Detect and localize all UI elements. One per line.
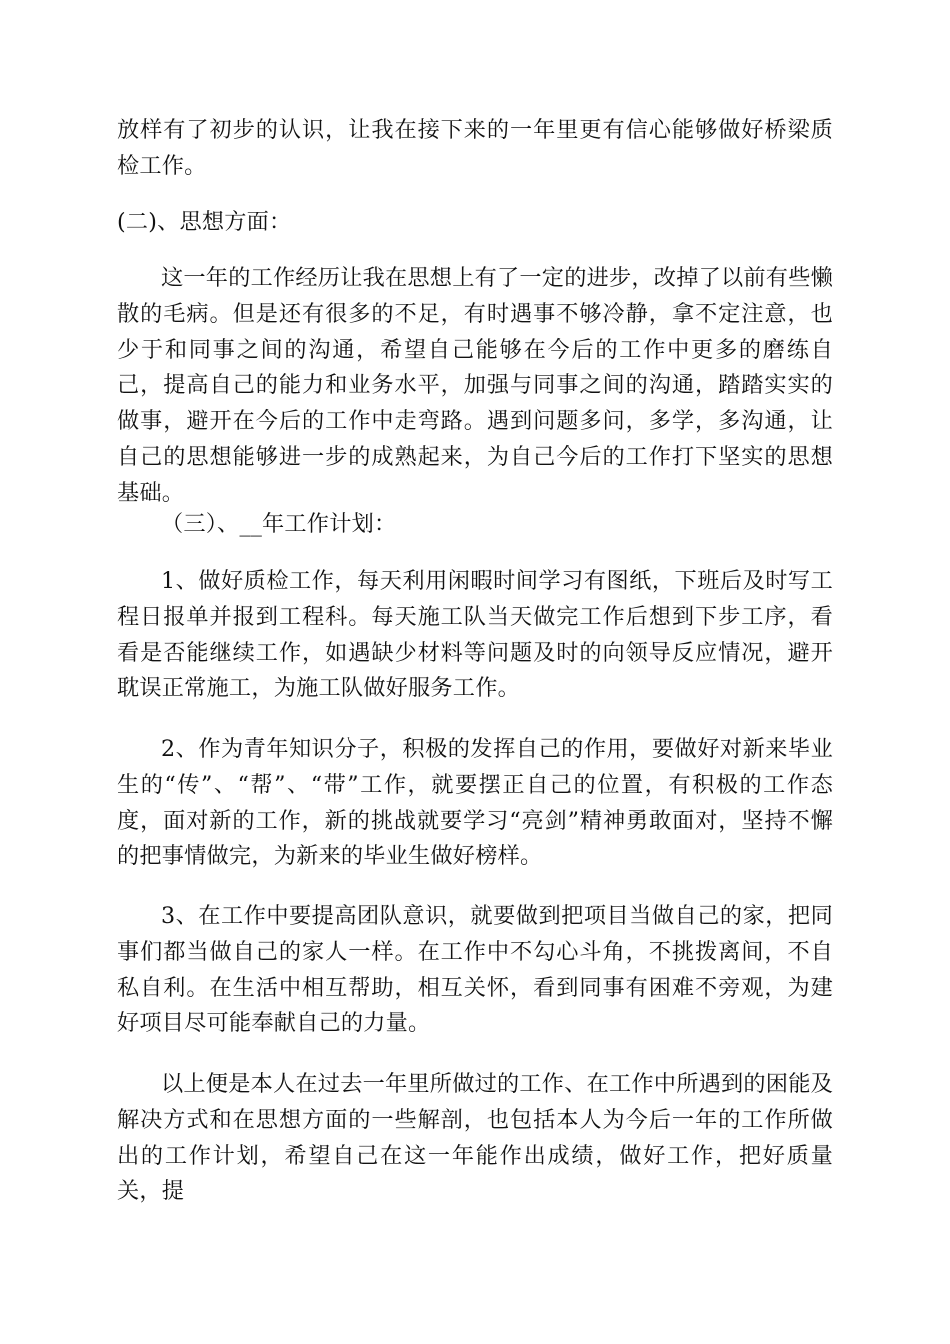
paragraph-plan-item-3: 3、在工作中要提高团队意识，就要做到把项目当做自己的家，把同事们都当做自己的家人一样。在工作中不勾心斗角，不挑拨离间，不自私自利。在生活中相互帮助，相互关怀，看到同事有困难不旁观，为建好项目尽可能奉献自己的力量。 <box>117 903 833 1037</box>
section-heading-work-plan: （三）、__年工作计划： <box>161 511 397 537</box>
paragraph-plan-item-1: 1、做好质检工作，每天利用闲暇时间学习有图纸，下班后及时写工程日报单并报到工程科。每天施工队当天做完工作后想到下步工序，看看是否能继续工作，如遇缺少材料等问题及时的向领导反应情况，避开耽误正常施工，为施工队做好服务工作。 <box>117 568 833 702</box>
section-heading-thinking: (二)、思想方面： <box>117 209 292 235</box>
paragraph-plan-item-2: 2、作为青年知识分子，积极的发挥自己的作用，要做好对新来毕业生的“传”、“帮”、“带”工作，就要摆正自己的位置，有积极的工作态度，面对新的工作，新的挑战就要学习“亮剑”精神勇敢面对，坚持不懈的把事情做完，为新来的毕业生做好榜样。 <box>117 736 833 870</box>
paragraph-summary: 以上便是本人在过去一年里所做过的工作、在工作中所遇到的困能及解决方式和在思想方面的一些解剖，也包括本人为今后一年的工作所做出的工作计划，希望自己在这一年能作出成绩，做好工作，把好质量关，提 <box>117 1071 833 1205</box>
paragraph-thinking: 这一年的工作经历让我在思想上有了一定的进步，改掉了以前有些懒散的毛病。但是还有很多的不足，有时遇事不够冷静，拿不定注意，也少于和同事之间的沟通，希望自己能够在今后的工作中更多的磨练自己，提高自己的能力和业务水平，加强与同事之间的沟通，踏踏实实的做事，避开在今后的工作中走弯路。遇到问题多问，多学，多沟通，让自己的思想能够进一步的成熟起来，为自己今后的工作打下坚实的思想基础。 <box>117 265 833 506</box>
paragraph-intro-continued: 放样有了初步的认识，让我在接下来的一年里更有信心能够做好桥梁质检工作。 <box>117 117 833 179</box>
